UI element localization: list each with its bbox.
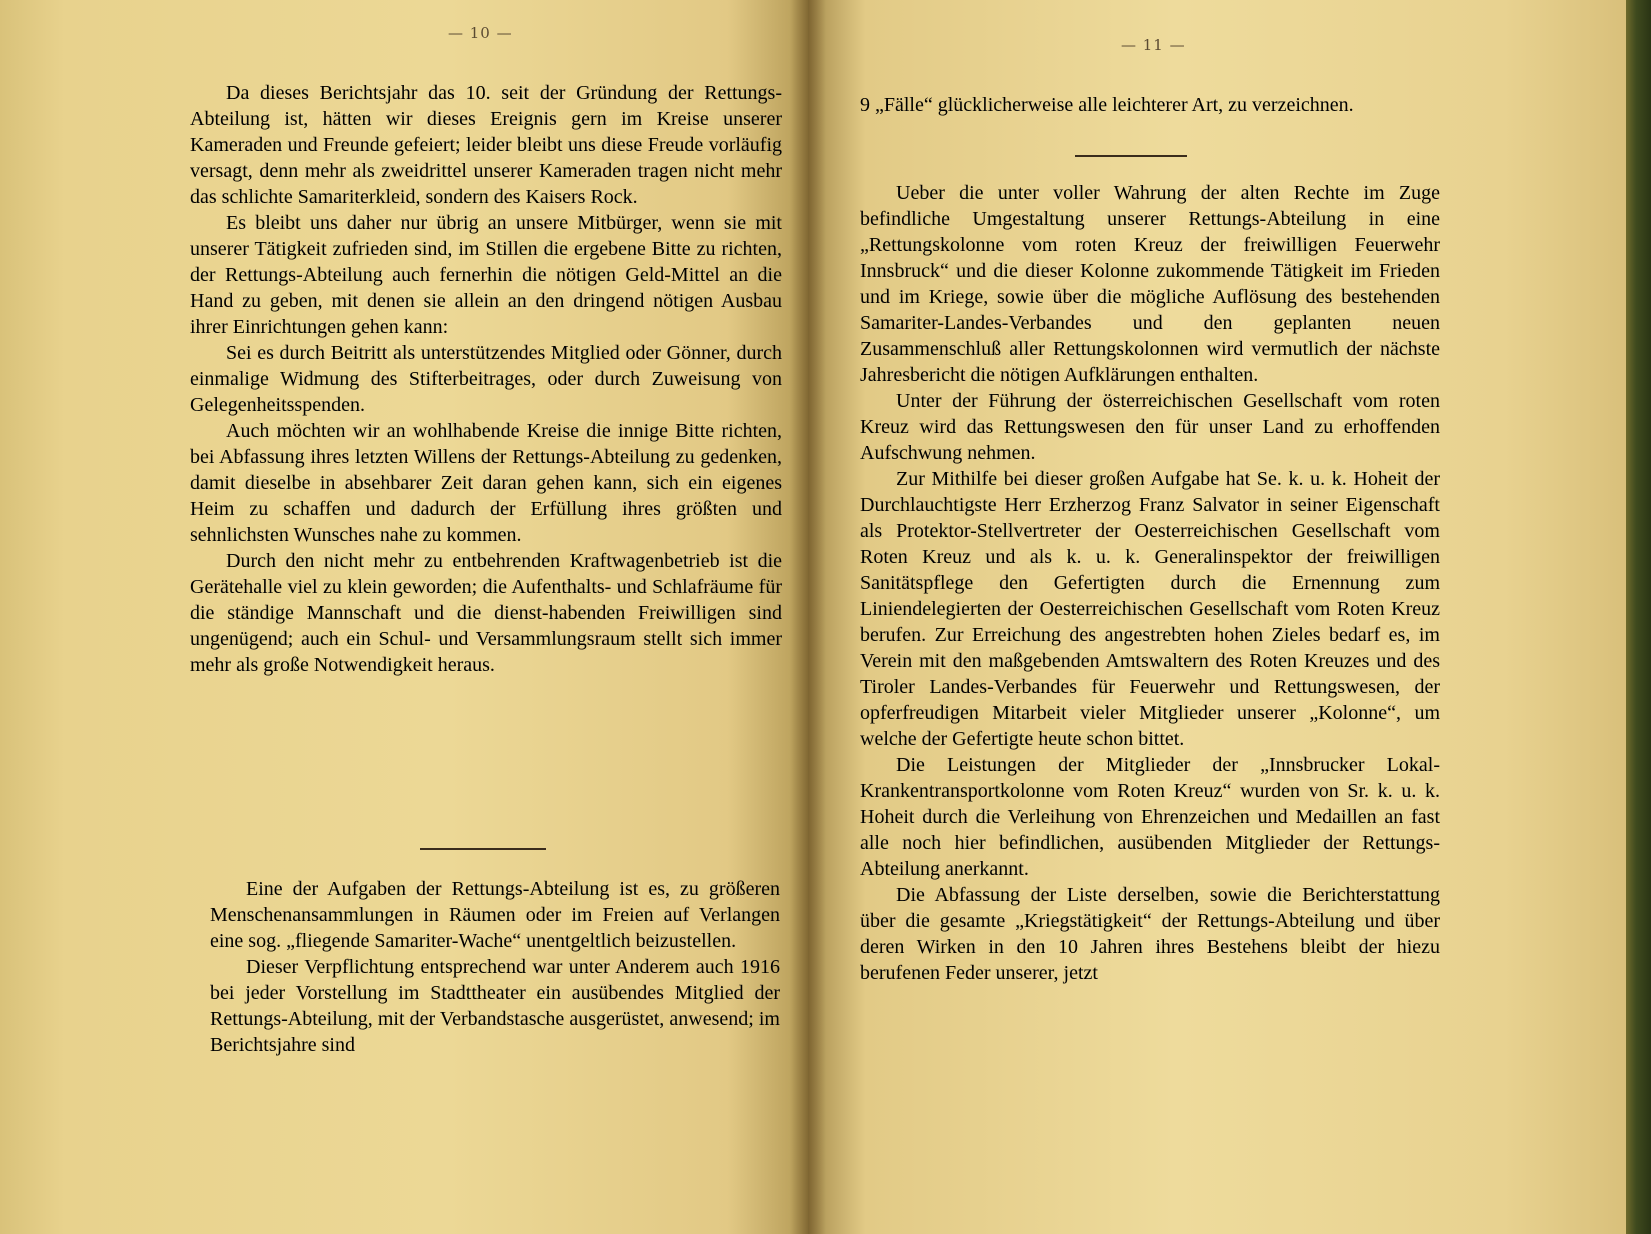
right-continuation (860, 92, 1440, 118)
paragraph: 9 „Fälle“ glücklicherweise alle leichterer Art, zu verzeichnen. (860, 94, 1354, 116)
paragraph: Dieser Verpflichtung entsprechend war unter Anderem auch 1916 bei jeder Vorstellung im Stadttheater ein ausübendes Mitglied der Rettungs-Abteilung, mit der Verbandstasche ausgerüstet, anwesend; im Berichtsjahre sind (210, 956, 780, 1056)
right-text (860, 180, 1440, 986)
section-divider-left (420, 848, 546, 850)
paragraph: Sei es durch Beitritt als unterstützendes Mitglied oder Gönner, durch einmalige Widmung des Stifterbeitrages, oder durch Zuweisung von Gelegenheitsspenden. (190, 342, 782, 416)
paragraph: Ueber die unter voller Wahrung der alten Rechte im Zuge befindliche Umgestaltung unserer Rettungs-Abteilung in eine „Rettungskolonne vom roten Kreuz der freiwilligen Feuerwehr Innsbruck“ und die dieser Kolonne zukommende Tätigkeit im Frieden und im Kriege, sowie über die mögliche Auflösung des bestehenden Samariter-Landes-Verbandes und den geplanten neuen Zusammenschluß aller Rettungskolonnen wird vermutlich der nächste Jahresbericht die nötigen Aufklärungen enthalten. (860, 182, 1440, 386)
paragraph: Zur Mithilfe bei dieser großen Aufgabe hat Se. k. u. k. Hoheit der Durchlauchtigste Herr Erzherzog Franz Salvator in seiner Eigenschaft als Protektor-Stellvertreter der Oesterreichischen Gesellschaft vom Roten Kreuz und als k. u. k. Generalinspektor der freiwilligen Sanitätspflege den Gefertigten durch die Ernennung zum Liniendelegierten der Oesterreichischen Gesellschaft vom Roten Kreuz berufen. Zur Erreichung des angestrebten hohen Zieles bedarf es, im Verein mit den maßgebenden Amtswaltern des Roten Kreuzes und des Tiroler Landes-Verbandes für Feuerwehr und Rettungswesen, der opferfreudigen Mitarbeit vieler Mitglieder unserer „Kolonne“, um welche der Gefertigte heute schon bittet. (860, 468, 1440, 750)
left-text-bottom (210, 876, 780, 1058)
page-number-right: — 11 — (1121, 36, 1186, 54)
paragraph: Durch den nicht mehr zu entbehrenden Kraftwagenbetrieb ist die Gerätehalle viel zu klein geworden; die Aufenthalts- und Schlafräume für die ständige Mannschaft und die dienst-habenden Freiwilligen sind ungenügend; auch ein Schul- und Versammlungsraum stellt sich immer mehr als große Notwendigkeit heraus. (190, 550, 782, 676)
page-number-left: — 10 — (448, 24, 513, 42)
paragraph: Auch möchten wir an wohlhabende Kreise die innige Bitte richten, bei Abfassung ihres letzten Willens der Rettungs-Abteilung zu gedenken, damit dieselbe in absehbarer Zeit daran gehen kann, sich ein eigenes Heim zu schaffen und dadurch der Erfüllung ihres größten und sehnlichsten Wunsches nahe zu kommen. (190, 420, 782, 546)
paragraph: Da dieses Berichtsjahr das 10. seit der Gründung der Rettungs-Abteilung ist, hätten wir dieses Ereignis gern im Kreise unserer Kameraden und Freunde gefeiert; leider bleibt uns diese Freude vorläufig versagt, denn mehr als zweidrittel unserer Kameraden tragen nicht mehr das schlichte Samariterkleid, sondern des Kaisers Rock. (190, 82, 782, 208)
section-divider-right (1075, 155, 1187, 157)
paragraph: Unter der Führung der österreichischen Gesellschaft vom roten Kreuz wird das Rettungswesen den für unser Land zu erhoffenden Aufschwung nehmen. (860, 390, 1440, 464)
book-gutter (790, 0, 826, 1234)
left-text-top (190, 80, 782, 678)
paragraph: Die Abfassung der Liste derselben, sowie die Berichterstattung über die gesamte „Kriegstätigkeit“ der Rettungs-Abteilung und über deren Wirken in den 10 Jahren ihres Bestehens bleibt der hiezu berufenen Feder unserer, jetzt (860, 884, 1440, 984)
paragraph: Eine der Aufgaben der Rettungs-Abteilung ist es, zu größeren Menschenansammlungen in Räumen oder im Freien auf Verlangen eine sog. „fliegende Samariter-Wache“ unentgeltlich beizustellen. (210, 878, 780, 952)
book-cover-edge (1626, 0, 1651, 1234)
paragraph: Es bleibt uns daher nur übrig an unsere Mitbürger, wenn sie mit unserer Tätigkeit zufrieden sind, im Stillen die ergebene Bitte zu richten, der Rettungs-Abteilung auch fernerhin die nötigen Geld-Mittel an die Hand zu geben, mit denen sie allein an den dringend nötigen Ausbau ihrer Einrichtungen gehen kann: (190, 212, 782, 338)
paragraph: Die Leistungen der Mitglieder der „Innsbrucker Lokal-Krankentransportkolonne vom Roten Kreuz“ wurden von Sr. k. u. k. Hoheit durch die Verleihung von Ehrenzeichen und Medaillen an fast alle noch hier befindlichen, ausübenden Mitglieder der Rettungs-Abteilung anerkannt. (860, 754, 1440, 880)
